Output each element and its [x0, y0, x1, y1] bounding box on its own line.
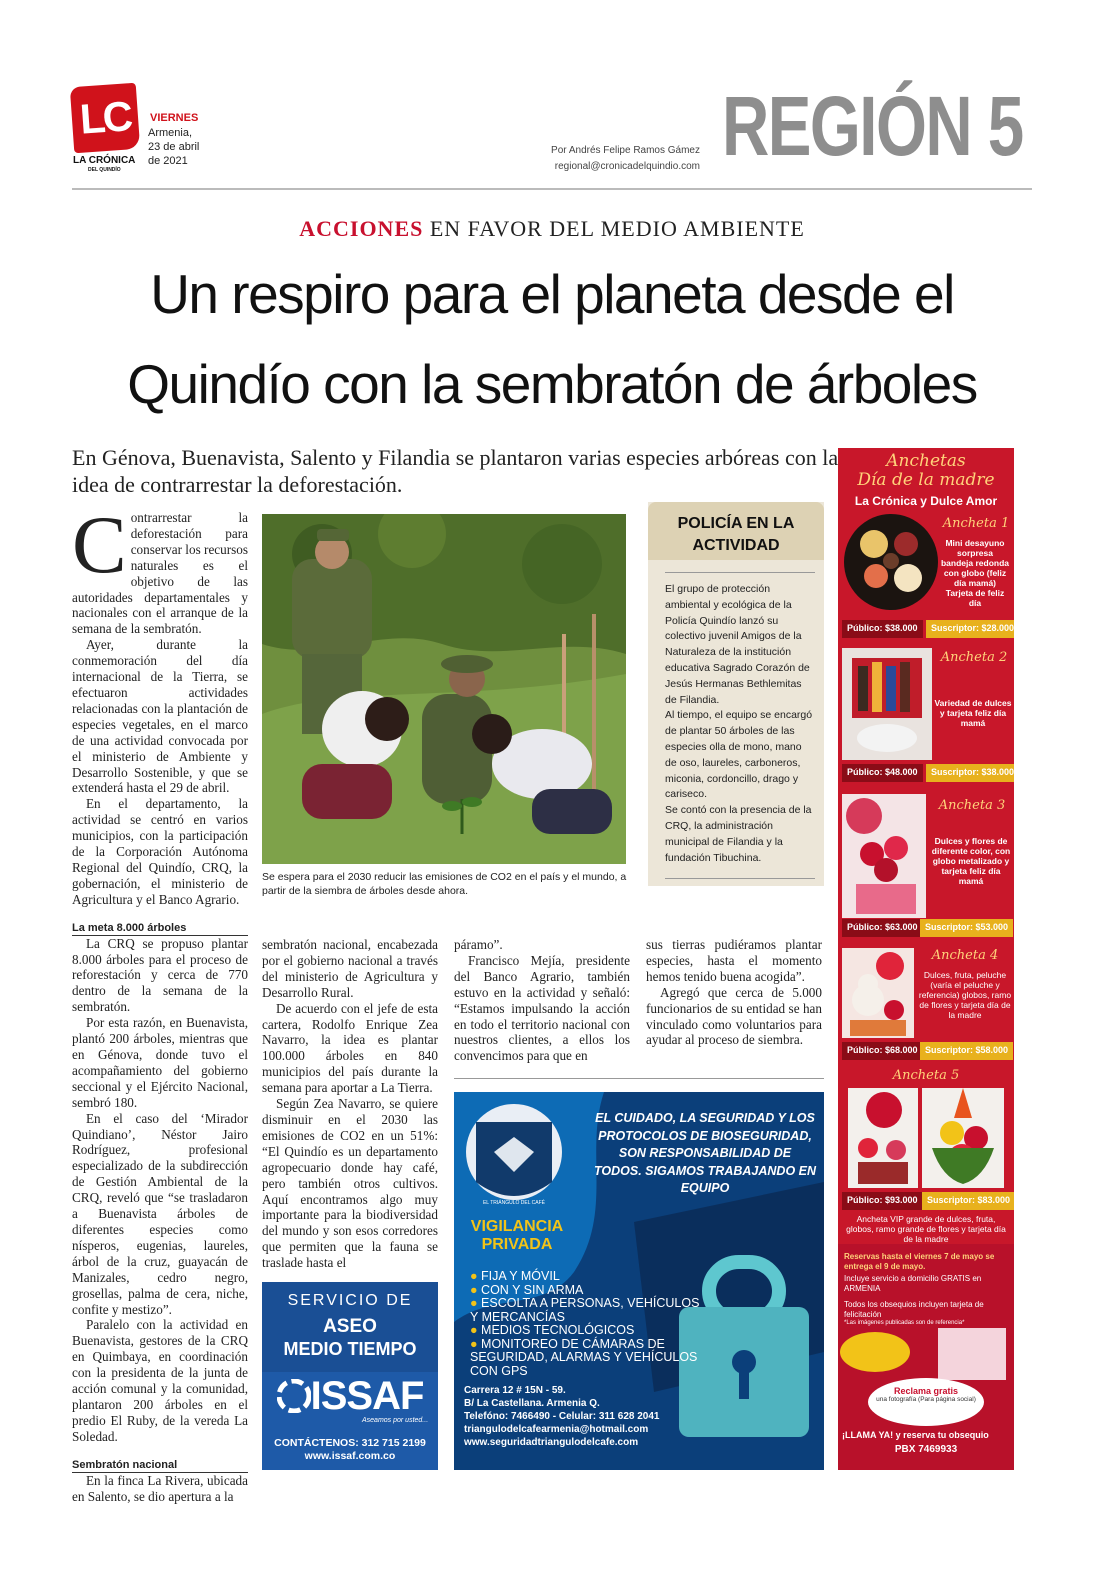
- product-image: [842, 948, 914, 1038]
- vigilancia-title: VIGILANCIA PRIVADA: [470, 1218, 564, 1253]
- article-column-2: sembratón nacional, encabezada por el gobierno nacional a través del ministerio de Agricultura y Desarrollo Rural. De acuerdo con el jefe de esta cartera, Rodolfo Enrique Zea Navarro, la idea es plantar 100.000 árboles en 840 municipios del país durante la semana para aportar a La Tierra. Según Zea Navarro, se quiere disminuir en el 2030 las emisiones de CO2 en un 51%: “El Quindío es un departamento agropecuario donde hay café, pero también otros cultivos. Aquí encontramos algo muy importante para la biodiversidad del mundo y son esos corredores que permiten que la fauna se traslade hasta el: [262, 937, 438, 1271]
- logo-dulce-amor: [938, 1328, 1006, 1380]
- divider: [454, 1078, 824, 1079]
- product-image: [842, 648, 932, 760]
- services-list: [470, 1270, 700, 1378]
- logo-chocolate: [840, 1332, 910, 1372]
- subheading: La meta 8.000 árboles: [72, 922, 248, 936]
- headline-line2: Quindío con la sembratón de árboles: [127, 353, 977, 415]
- article-photo: [262, 514, 626, 864]
- sidebar-title: POLICÍA EN LA ACTIVIDAD: [648, 502, 824, 560]
- subheadline: En Génova, Buenavista, Salento y Filandia se plantaron varias especies arbóreas con la idea de contrarrestar la deforestación.: [72, 445, 839, 497]
- contact-info: Carrera 12 # 15N - 59. B/ La Castellana. Armenia Q. Telefóno: 7466490 - Celular: 311 628 2041 triangulodelcafearmenia@hotmail.com www.seguridadtriangulodelcafe.com: [464, 1385, 660, 1448]
- byline: Por Andrés Felipe Ramos Gámez regional@cronicadelquindio.com: [551, 145, 700, 172]
- section-title: REGIÓN 5: [722, 79, 1023, 173]
- product-image: [848, 1088, 918, 1188]
- ad-issaf[interactable]: SERVICIO DE ASEO MEDIO TIEMPO ISSAF Aseamos por usted... CONTÁCTENOS: 312 715 2199 www.issaf.com.co: [262, 1282, 438, 1470]
- logo-sub: DEL QUINDÍO: [88, 167, 121, 173]
- issaf-logo: ISSAF: [268, 1374, 432, 1418]
- date: Armenia, 23 de abril de 2021: [148, 127, 200, 167]
- headline-line1: Un respiro para el planeta desde el: [150, 263, 954, 325]
- list-item: ● MEDIOS TECNOLÓGICOS: [470, 1323, 635, 1337]
- logo: LC: [70, 83, 140, 153]
- list-item: ● FIJA Y MÓVIL: [470, 1269, 560, 1283]
- logo-name: LA CRÓNICA: [73, 155, 136, 166]
- sidebar-text: El grupo de protección ambiental y ecológica de la Policía Quindío lanzó su colectivo juvenil Amigos de la Naturaleza de la institución educativa Sagrado Corazón de Jesús Hermanas Bethlemitas de Filandia. Al tiempo, el equipo se encargó de plantar 50 árboles de las especies olla de mono, mano de oso, laureles, carboneros, miconia, cordoncillo, drago y cariseco. Se contó con la presencia de la CRQ, la administración municipal de Filandia y la fundación Tibuchina.: [665, 583, 813, 864]
- product-image: [922, 1088, 1004, 1188]
- date-day: VIERNES: [150, 112, 199, 124]
- article-column-1: C ontrarrestar la deforestación para conservar los recursos naturales es el objetivo de las autoridades departamentales y nacionales con el arranque de la semana de la sembratón. Ayer, durante la conmemoración del día internacional de la Tierra, se efectuaron actividades relacionadas con la plantación de especies vegetales, en el marco de una actividad convocada por el ministerio de Ambiente y Desarrollo Sostenible, y que se extenderá hasta el 29 de abril. En el departamento, la actividad se centró en varios municipios, con la participación de la Corporación Autónoma Regional del Quindío, CRQ, la gobernación, el ministerio de Agricultura y el Banco Agrario. La meta 8.000 árboles La CRQ se propuso plantar 8.000 árboles para el proceso de reforestación y cerca de 770 dentro de la semana de la sembratón. Por esta razón, en Buenavista, plantó 200 árboles, mientras que en Génova, donde tuvo el acompañamiento del gobierno seccional y el Ejército Nacional, sembró 180. En el caso del ‘Mirador Quindiano’, Néstor Jairo Rodríguez, profesional especializado de la subdirección de Gestión Ambiental de la CRQ, reveló que “se trasladaron a Buenavista árboles de diferentes especies como nísperos, eugenias, laureles, árbol de la cruz, guayacán de Manizales, cedro negro, grosellas, palma de cera, niche, confite y mestizo”. Paralelo con la actividad en Buenavista, gestores de la CRQ en Quimbaya, en coordinación con la presidenta de la junta de acción comunal y la comunidad, plantaron 200 árboles en el predio El Ruby, de la vereda La Soledad. Sembratón nacional En la finca La Rivera, ubicada en Salento, se dio apertura a la: [72, 499, 248, 1504]
- article-column-4: sus tierras pudiéramos plantar especies, hasta el momento hemos tenido buena acogida”. Agregó que cerca de 5.000 funcionarios de su entidad se han vinculado como voluntarios para ayudar al proceso de siembra.: [646, 937, 822, 1048]
- product-image: [842, 794, 926, 918]
- ad-title: Anchetas Día de la madre: [857, 451, 995, 490]
- list-item: ● MONITOREO DE CÁMARAS DE SEGURIDAD, ALARMAS Y VEHÍCULOS CON GPS: [470, 1336, 698, 1378]
- product-image: [844, 514, 938, 610]
- divider: [665, 572, 815, 573]
- photo-caption: Se espera para el 2030 reducir las emisiones de CO2 en el país y el mundo, a partir de la siembra de árboles desde ahora.: [262, 871, 627, 897]
- list-item: ● ESCOLTA A PERSONAS, VEHÍCULOS Y MERCANCÍAS: [470, 1296, 700, 1324]
- ad-vigilancia[interactable]: EL CUIDADO, LA SEGURIDAD Y LOS PROTOCOLOS DE BIOSEGURIDAD, SON RESPONSABILIDAD DE TODOS. SIGAMOS TRABAJANDO EN EQUIPO EL TRIÁNGULO DEL CAFÉ VIGILANCIA PRIVADA ● FIJA Y MÓVIL ● CON Y SIN ARMA ● ESCOLTA A PERSONAS, VEHÍCULOS Y MERCANCÍAS ● MEDIOS TECNOLÓGICOS ● MONITOREO DE CÁMARAS DE SEGURIDAD, ALARMAS Y VEHÍCULOS CON GPS Carrera 12 # 15N - 59. B/ La Castellana. Armenia Q. Telefóno: 7466490 - Celular: 311 628 2041 triangulodelcafearmenia@hotmail.com www.seguridadtriangulodelcafe.com: [454, 1092, 824, 1470]
- list-item: ● CON Y SIN ARMA: [470, 1282, 584, 1297]
- dropcap: C: [72, 499, 127, 590]
- subheading: Sembratón nacional: [72, 1459, 248, 1473]
- divider: [72, 188, 1032, 190]
- claim-bubble: Reclama gratis una fotografía (Para página social): [868, 1378, 984, 1426]
- divider: [665, 878, 815, 879]
- issaf-logo-icon: [277, 1379, 311, 1413]
- article-column-3: páramo”. Francisco Mejía, presidente del Banco Agrario, también estuvo en la actividad y señaló: “Estamos impulsando la acción en todo el territorio nacional con nuestros clientes, a ellos los convencimos para que en: [454, 937, 630, 1064]
- ad-anchetas[interactable]: Anchetas Día de la madre La Crónica y Dulce Amor Ancheta 1 Mini desayuno sorpresa bandeja redonda con globo (feliz día mamá) Tarjeta de feliz día Público: $38.000 Suscriptor: $28.000 Ancheta 2 Variedad de dulces y tarjeta feliz día mamá Público: $48.000 Suscriptor: $38.000 Ancheta 3 Dulces y flores de diferente color, con globo metalizado y tarjeta feliz día mamá Público: $63.000 Suscriptor: $53.000 Ancheta 4 Dulces, fruta, peluche (varía el peluche y referencia) globos, ramo de flores y tarjeta día de la madre Público: $68.000 Suscriptor: $58.000 Ancheta 5 Público: $93.000 Suscriptor: $83.000 Ancheta VIP grande de dulces, fruta, globos, ramo grande de flores y tarjeta día de la madre Reservas hasta el viernes 7 de mayo se entrega el 9 de mayo. Incluye servicio a domicilio GRATIS en ARMENIA Todos los obsequios incluyen tarjeta de felicitación *Las imágenes publicadas son de referencia* Reclama gratis una fotografía (Para página social) ¡LLAMA YA! y reserva tu obsequio PBX 7469933: [838, 448, 1014, 1470]
- kicker: ACCIONES EN FAVOR DEL MEDIO AMBIENTE: [299, 216, 805, 241]
